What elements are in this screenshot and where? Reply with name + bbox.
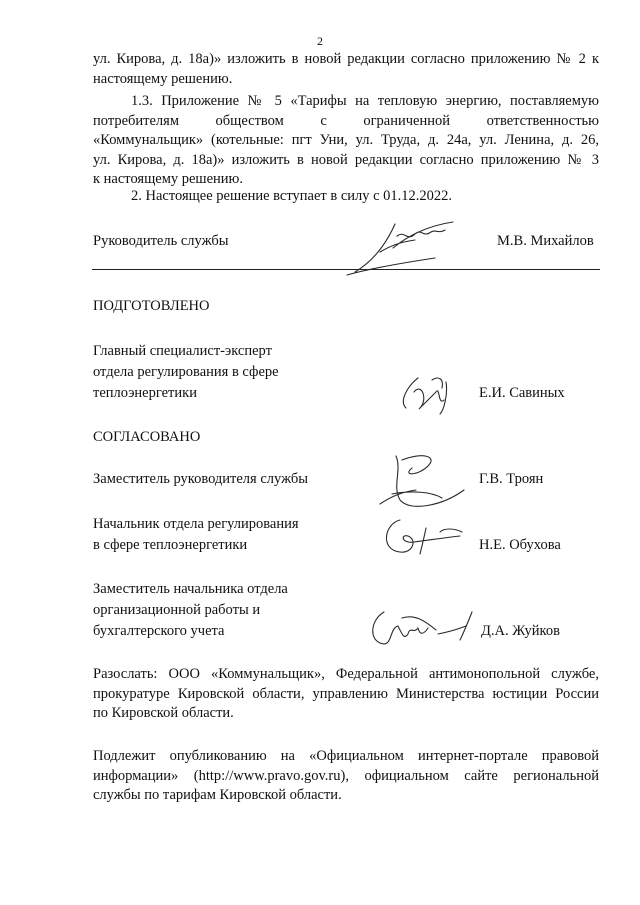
head-name: М.В. Михайлов [497, 233, 594, 249]
clause-1-3 [93, 92, 599, 190]
text-line: информации» (http://www.pravo.gov.ru), официальном сайте региональной [93, 767, 599, 784]
savinykh-name: Е.И. Савиных [479, 385, 565, 401]
agreed-position-line: Заместитель руководителя службы [93, 471, 309, 487]
agreed-position-line: организационной работы и [93, 602, 261, 618]
text-line: прокуратуре Кировской области, управлению Министерства юстиции России [93, 685, 599, 702]
text-line: 1.3. Приложение № 5 «Тарифы на тепловую энергию, поставляемую [131, 93, 599, 109]
prepared-position-line: отдела регулирования в сфере [93, 364, 279, 380]
agreed-position-line: в сфере теплоэнергетики [93, 537, 248, 553]
text-line: Разослать: ООО «Коммунальщик», Федеральной антимонопольной службе, [93, 666, 599, 682]
distribution-paragraph [93, 665, 599, 724]
text-line: ул. Кирова, д. 18а)» изложить в новой редакции согласно приложению № 2 к [93, 51, 599, 67]
prepared-heading: ПОДГОТОВЛЕНО [93, 298, 210, 314]
agreed-position-line: бухгалтерского учета [93, 623, 225, 639]
text-line: потребителям обществом с ограниченной ответственностью [93, 112, 599, 129]
head-signature-image [335, 212, 485, 282]
separator-line [92, 269, 600, 270]
text-line: Подлежит опубликованию на «Официальном интернет-портале правовой [93, 748, 599, 764]
prepared-position-line: Главный специалист-эксперт [93, 343, 272, 359]
text-line: службы по тарифам Кировской области. [93, 787, 342, 803]
troyan-name: Г.В. Троян [479, 471, 544, 487]
text-line: ул. Кирова, д. 18а)» изложить в новой редакции согласно приложению № 3 [93, 151, 599, 168]
head-position: Руководитель службы [93, 233, 229, 249]
page-number: 2 [317, 34, 323, 48]
prepared-position-line: теплоэнергетики [93, 385, 197, 401]
text-line: к настоящему решению. [93, 171, 244, 187]
obukhova-name: Н.Е. Обухова [479, 537, 561, 553]
agreed-position-line: Начальник отдела регулирования [93, 516, 299, 532]
obukhova-signature-image [370, 510, 470, 560]
savinykh-signature-image [388, 370, 468, 420]
troyan-signature-image [372, 446, 472, 516]
zhuikov-signature-image [362, 604, 482, 650]
zhuikov-name: Д.А. Жуйков [481, 623, 560, 639]
paragraph-continuation [93, 50, 599, 89]
agreed-heading: СОГЛАСОВАНО [93, 429, 201, 445]
publication-paragraph [93, 747, 599, 806]
text-line: настоящему решению. [93, 70, 233, 87]
text-line: «Коммунальщик» (котельные: пгт Уни, ул. Труда, д. 24а, ул. Ленина, д. 26, [93, 132, 599, 148]
clause-2: 2. Настоящее решение вступает в силу с 01.12.2022. [131, 188, 453, 204]
agreed-position-line: Заместитель начальника отдела [93, 581, 288, 597]
text-line: по Кировской области. [93, 705, 234, 721]
